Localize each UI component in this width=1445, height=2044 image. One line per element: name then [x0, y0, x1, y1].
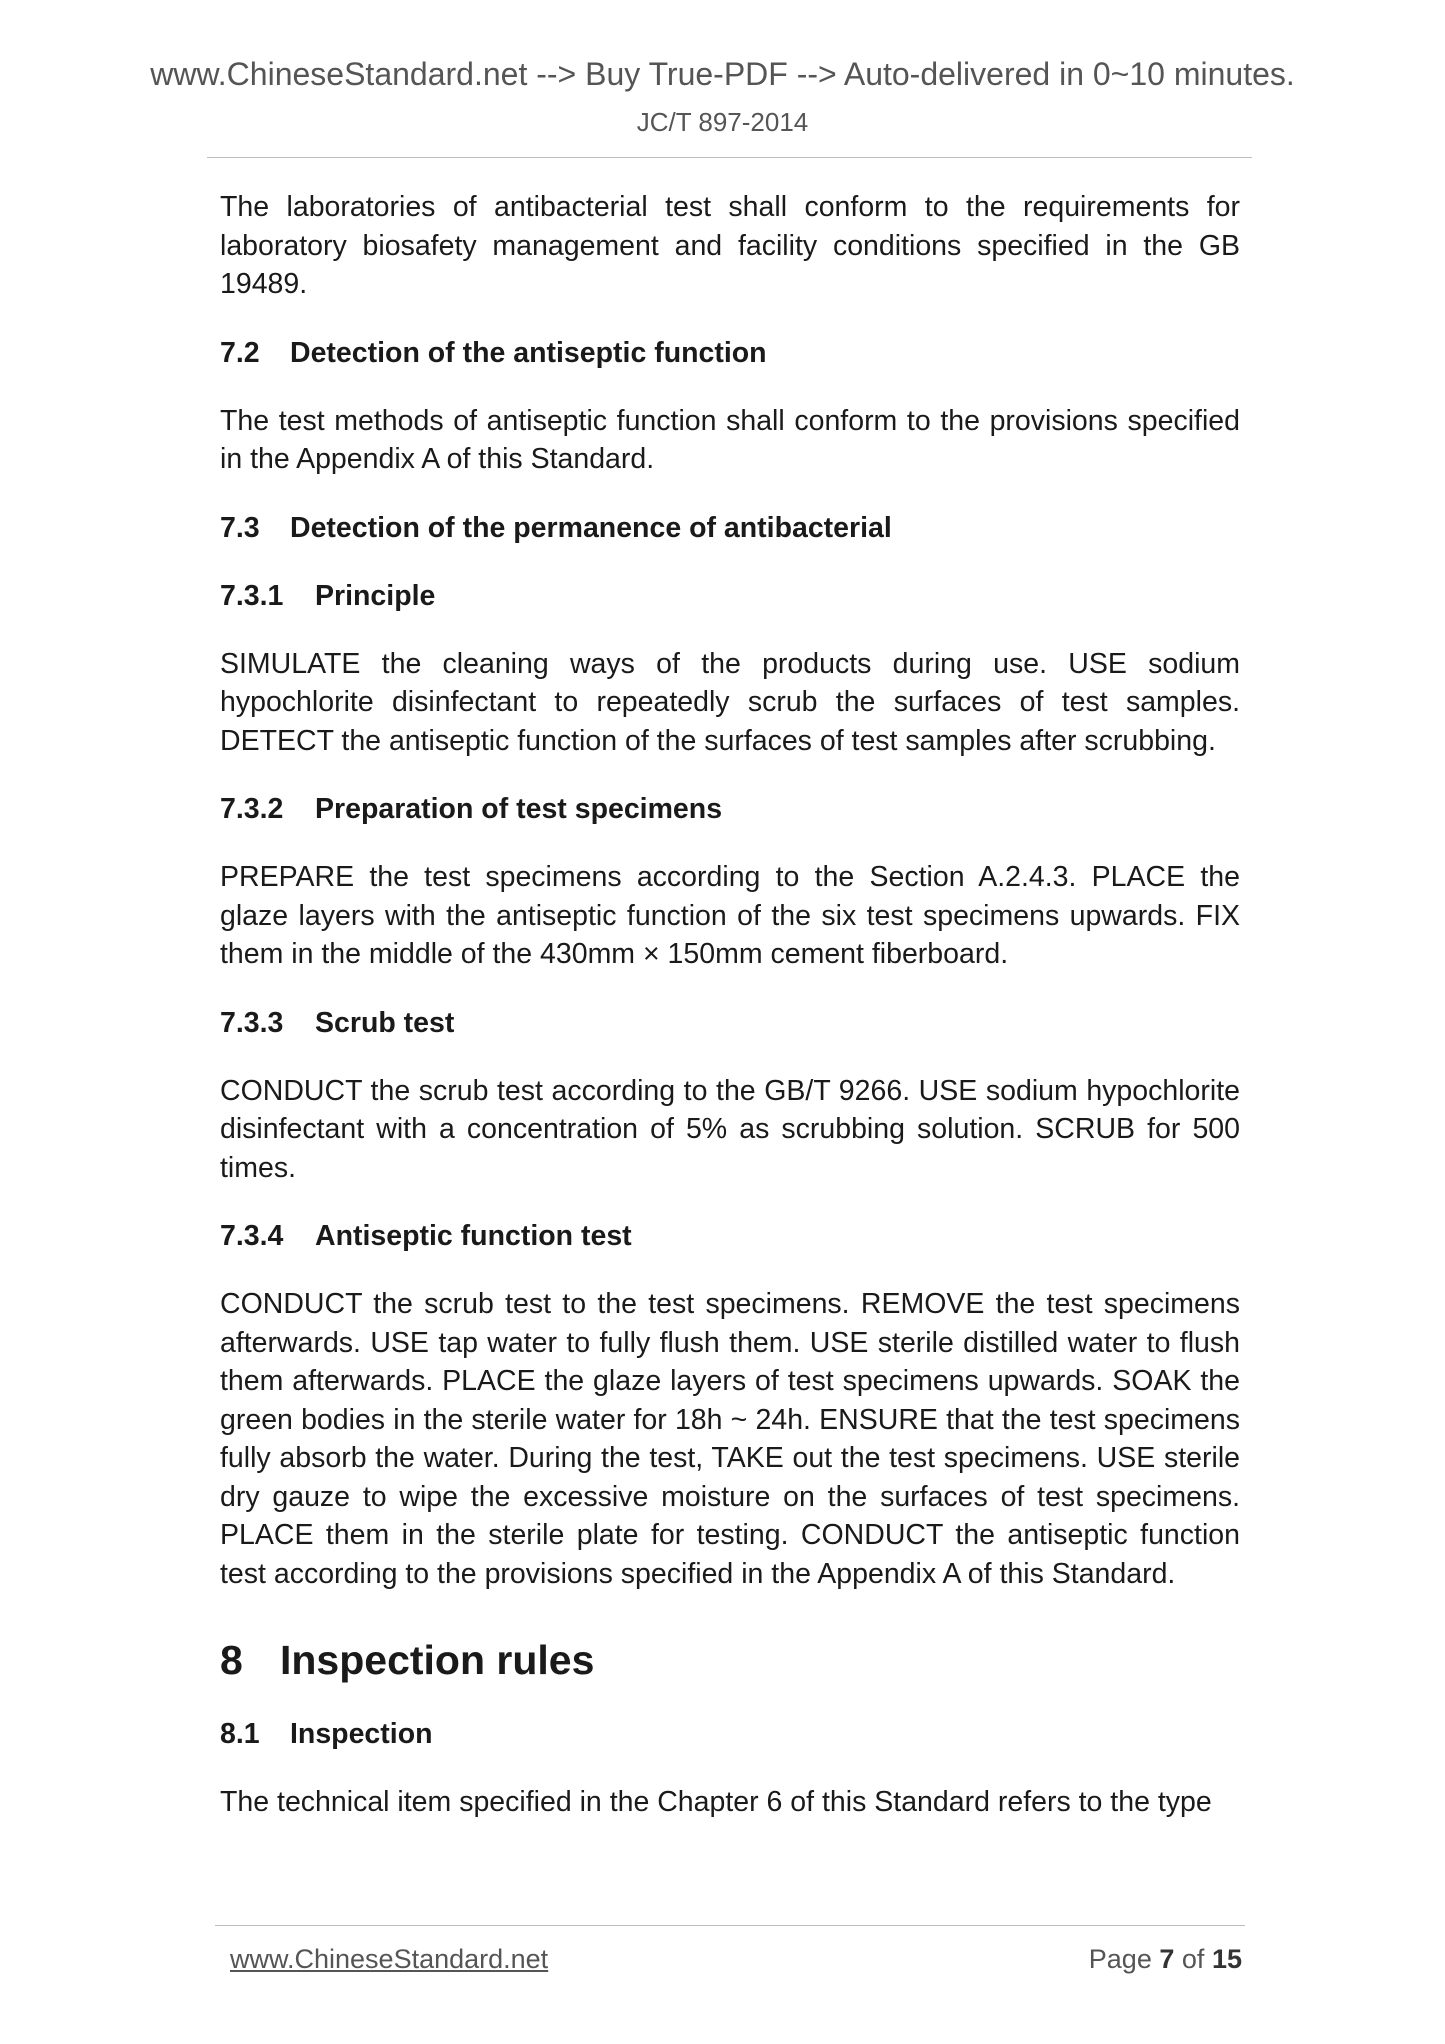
document-code: JC/T 897-2014 [636, 107, 809, 137]
section-7-3-1-paragraph: SIMULATE the cleaning ways of the products during use. USE sodium hypochlorite disinfectant to repeatedly scrub the surfaces of test samples. DETECT the antiseptic function of the surfaces of test samples after scrubbing. [220, 647, 1240, 757]
section-title: Preparation of test specimens [315, 793, 723, 825]
page-label: Page [1088, 1944, 1152, 1974]
section-8-1-heading [220, 1715, 1240, 1753]
section-7-3-3-paragraph: CONDUCT the scrub test according to the GB/T 9266. USE sodium hypochlorite disinfectant with a concentration of 5% as scrubbing solution. SCRUB for 500 times. [220, 1074, 1240, 1184]
chapter-title: Inspection rules [280, 1637, 595, 1683]
page-of-label: of [1181, 1944, 1205, 1974]
intro-paragraph: The laboratories of antibacterial test shall conform to the requirements for laboratory biosafety management and facility conditions specified in the GB 19489. [220, 191, 1240, 300]
section-number: 7.3.4 [220, 1220, 284, 1252]
section-title: Detection of the antiseptic function [290, 336, 767, 369]
section-title: Inspection [290, 1718, 433, 1750]
section-number: 7.3.2 [220, 793, 284, 825]
footer-divider [215, 1925, 1245, 1926]
section-7-3-2-paragraph: PREPARE the test specimens according to the Section A.2.4.3. PLACE the glaze layers with the antiseptic function of the six test specimens upwards. FIX them in the middle of the 430mm × 150mm cement fiberboard. [220, 861, 1240, 970]
section-7-3-4-heading [220, 1217, 1240, 1255]
header-divider [207, 157, 1252, 158]
section-number: 7.3.3 [220, 1006, 284, 1039]
page-content [220, 188, 1240, 1852]
top-banner: www.ChineseStandard.net --> Buy True-PDF --> Auto-delivered in 0~10 minutes. [150, 56, 1295, 92]
total-pages-number: 15 [1211, 1944, 1242, 1974]
section-7-2-paragraph: The test methods of antiseptic function shall conform to the provisions specified in the Appendix A of this Standard. [220, 404, 1240, 475]
footer-website-link[interactable]: www.ChineseStandard.net [230, 1944, 549, 1974]
section-7-3-heading [220, 509, 1240, 547]
current-page-number: 7 [1159, 1944, 1175, 1974]
section-7-3-1-heading [220, 577, 1240, 615]
chapter-8-heading [220, 1635, 1240, 1685]
chapter-number: 8 [220, 1637, 243, 1683]
section-7-3-4-paragraph: CONDUCT the scrub test to the test specimens. REMOVE the test specimens afterwards. USE tap water to fully flush them. USE sterile distilled water to flush them afterwards. PLACE the glaze layers of test specimens upwards. SOAK the green bodies in the sterile water for 18h ~ 24h. ENSURE that the test specimens fully absorb the water. During the test, TAKE out the test specimens. USE sterile dry gauze to wipe the excessive moisture on the surfaces of test specimens. PLACE them in the sterile plate for testing. CONDUCT the antiseptic function test according to the provisions specified in the Appendix A of this Standard. [220, 1288, 1240, 1590]
section-7-3-3-heading [220, 1004, 1240, 1042]
section-title: Principle [315, 579, 436, 612]
section-8-1-paragraph: The technical item specified in the Chapter 6 of this Standard refers to the type [220, 1786, 1212, 1818]
section-number: 7.3.1 [220, 579, 284, 612]
section-7-2-heading [220, 334, 1240, 372]
section-number: 8.1 [220, 1718, 260, 1750]
section-title: Detection of the permanence of antibacterial [290, 511, 892, 544]
page-indicator [1089, 1944, 1242, 1975]
section-7-3-2-heading [220, 790, 1240, 828]
section-title: Antiseptic function test [315, 1220, 632, 1252]
section-number: 7.2 [220, 336, 260, 369]
section-title: Scrub test [315, 1006, 455, 1039]
section-number: 7.3 [220, 511, 260, 544]
